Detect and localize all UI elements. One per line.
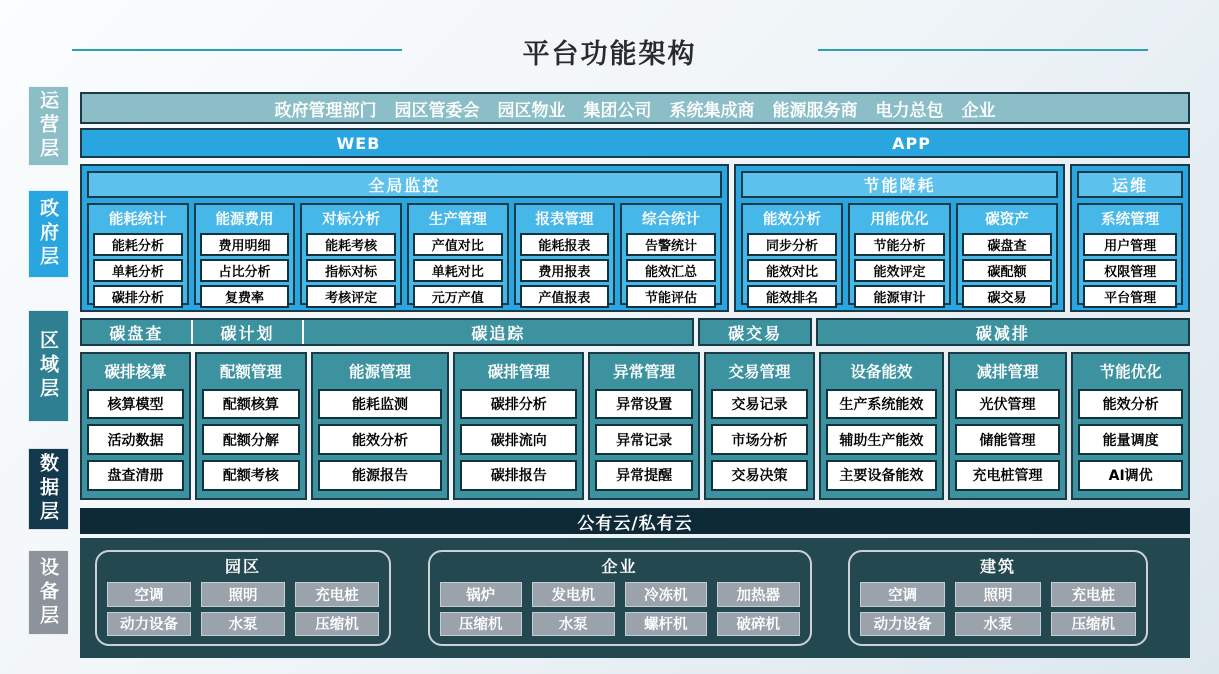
region-column-title: 异常管理 [613,363,676,381]
region-header-group [80,318,694,346]
device-item: 冷冻机 [625,582,708,607]
device-item: 动力设备 [107,612,191,637]
module-item: 能量调度 [1078,424,1183,455]
role-item: 政府管理部门 [274,100,377,121]
client-web: WEB [336,133,381,153]
device-row [107,612,379,637]
module-item: 碳交易 [962,285,1052,308]
device-item: 空调 [107,582,191,607]
role-item: 企业 [961,100,996,121]
module-item: 元万产值 [413,285,503,308]
region-column-title: 碳排管理 [487,363,550,381]
module-item: 能源审计 [854,285,944,308]
module-item: 盘查清册 [87,460,184,491]
module-item: 告警统计 [626,233,716,256]
title-decor-line-right [818,49,1148,51]
region-header-cell: 碳盘查 [109,323,164,343]
region-column [588,352,700,500]
module-item: 配额分解 [202,424,300,455]
module-item: 配额考核 [202,460,300,491]
gov-column-title: 报表管理 [535,212,594,228]
device-item: 充电桩 [295,582,379,607]
region-column [195,352,307,500]
module-item: 碳排报告 [460,460,577,491]
module-item: 主要设备能效 [826,460,937,491]
device-item: 压缩机 [440,612,523,637]
module-item: 能效分析 [318,424,443,455]
module-item: 能效对比 [747,259,837,282]
device-item: 加热器 [717,582,800,607]
module-item: 异常提醒 [595,460,693,491]
device-group-title: 企业 [601,557,638,576]
region-column [80,352,191,500]
region-column-title: 设备能效 [850,363,913,381]
module-item: AI调优 [1078,460,1183,491]
module-item: 能耗考核 [306,233,396,256]
gov-column [741,203,843,305]
page-title: 平台功能架构 [522,39,697,70]
region-header-cell: 碳减排 [816,318,1190,346]
module-item: 能耗报表 [520,233,610,256]
region-column [704,352,815,500]
cloud-bar: 公有云/私有云 [80,508,1190,534]
region-column-title: 节能优化 [1099,363,1162,381]
client-app: APP [892,133,931,153]
gov-column-title: 能源费用 [215,212,274,228]
module-item: 单耗对比 [413,259,503,282]
gov-column [194,203,296,305]
module-item: 考核评定 [306,285,396,308]
gov-column [956,203,1058,305]
device-row [440,612,800,637]
user-roles-bar [80,92,1190,124]
region-header-cell: 碳计划 [191,320,303,344]
region-column-title: 减排管理 [976,363,1039,381]
device-item: 水泵 [955,612,1040,637]
module-item: 充电桩管理 [955,460,1061,491]
module-item: 市场分析 [711,424,808,455]
role-item: 集团公司 [583,100,652,121]
module-item: 产值对比 [413,233,503,256]
module-item: 碳排分析 [460,389,577,420]
module-item: 费用明细 [200,233,290,256]
module-item: 能耗监测 [318,389,443,420]
region-column-title: 配额管理 [219,363,282,381]
gov-section [80,164,729,312]
module-item: 同步分析 [747,233,837,256]
module-item: 费用报表 [520,259,610,282]
module-item: 指标对标 [306,259,396,282]
module-item: 能效汇总 [626,259,716,282]
device-item: 水泵 [201,612,285,637]
device-item: 空调 [860,582,945,607]
gov-section-header: 运维 [1077,171,1183,198]
device-item: 锅炉 [440,582,523,607]
module-item: 占比分析 [200,259,290,282]
device-group-title: 建筑 [979,557,1016,576]
role-item: 能源服务商 [772,100,858,121]
device-group [848,550,1148,646]
region-header-cell: 碳追踪 [302,320,692,344]
region-column [948,352,1068,500]
region-column-title: 交易管理 [728,363,791,381]
device-item: 压缩机 [295,612,379,637]
module-item: 节能评估 [626,285,716,308]
module-item: 异常记录 [595,424,693,455]
module-item: 交易记录 [711,389,808,420]
gov-section-header: 全局监控 [87,171,722,198]
module-item: 能源报告 [318,460,443,491]
gov-column-title: 生产管理 [428,212,487,228]
module-item: 活动数据 [87,424,184,455]
role-item: 园区物业 [497,100,566,121]
device-item: 照明 [955,582,1040,607]
gov-column [407,203,509,305]
module-item: 节能分析 [854,233,944,256]
device-item: 照明 [201,582,285,607]
gov-columns-row [87,203,722,305]
gov-column-title: 对标分析 [322,212,381,228]
device-group [428,550,812,646]
region-column-title: 碳排核算 [104,363,167,381]
device-group-title: 园区 [224,557,261,576]
gov-section [734,164,1065,312]
device-row [107,582,379,607]
module-item: 配额核算 [202,389,300,420]
gov-column [620,203,722,305]
gov-column-title: 综合统计 [642,212,701,228]
gov-column-title: 碳资产 [985,212,1029,228]
module-item: 复费率 [200,285,290,308]
government-layer-panel [80,164,1190,312]
module-item: 碳排流向 [460,424,577,455]
device-item: 发电机 [532,582,615,607]
gov-column [848,203,950,305]
region-layer-columns [80,352,1190,500]
region-column [1071,352,1190,500]
device-item: 压缩机 [1051,612,1136,637]
module-item: 平台管理 [1083,285,1177,308]
region-header-cell: 碳交易 [698,318,811,346]
gov-section-header: 节能降耗 [741,171,1058,198]
module-item: 用户管理 [1083,233,1177,256]
module-item: 能耗分析 [93,233,183,256]
module-item: 能效分析 [1078,389,1183,420]
module-item: 权限管理 [1083,259,1177,282]
region-column [311,352,450,500]
module-item: 碳盘查 [962,233,1052,256]
module-item: 产值报表 [520,285,610,308]
clients-bar [80,128,1190,158]
module-item: 交易决策 [711,460,808,491]
gov-column [300,203,402,305]
region-column-title: 能源管理 [349,363,412,381]
region-column [819,352,944,500]
gov-column-title: 用能优化 [870,212,929,228]
device-row [860,612,1136,637]
device-item: 水泵 [532,612,615,637]
module-item: 光伏管理 [955,389,1061,420]
module-item: 储能管理 [955,424,1061,455]
device-row [440,582,800,607]
module-item: 生产系统能效 [826,389,937,420]
gov-columns-row [741,203,1058,305]
side-label-data-layer: 数据层 [28,448,69,530]
module-item: 核算模型 [87,389,184,420]
side-label-operation-layer: 运营层 [28,86,69,166]
gov-column-title: 系统管理 [1101,212,1160,228]
device-group [95,550,391,646]
gov-section [1070,164,1190,312]
region-layer-header-row [80,318,1190,346]
side-label-region-layer: 区域层 [28,310,69,422]
gov-column-title: 能耗统计 [108,212,167,228]
module-item: 单耗分析 [93,259,183,282]
device-item: 动力设备 [860,612,945,637]
role-item: 园区管委会 [394,100,480,121]
role-item: 系统集成商 [669,100,755,121]
region-column [453,352,584,500]
side-label-government-layer: 政府层 [28,190,69,278]
device-item: 螺杆机 [625,612,708,637]
module-item: 能效排名 [747,285,837,308]
gov-column [1077,203,1183,305]
gov-column [87,203,189,305]
gov-column [514,203,616,305]
module-item: 碳排分析 [93,285,183,308]
device-row [860,582,1136,607]
role-item: 电力总包 [875,100,944,121]
module-item: 辅助生产能效 [826,424,937,455]
module-item: 碳配额 [962,259,1052,282]
device-item: 充电桩 [1051,582,1136,607]
module-item: 异常设置 [595,389,693,420]
device-layer-panel [80,538,1190,658]
side-label-device-layer: 设备层 [28,550,69,635]
device-item: 破碎机 [717,612,800,637]
gov-column-title: 能效分析 [763,212,822,228]
gov-columns-row [1077,203,1183,305]
module-item: 能效评定 [854,259,944,282]
